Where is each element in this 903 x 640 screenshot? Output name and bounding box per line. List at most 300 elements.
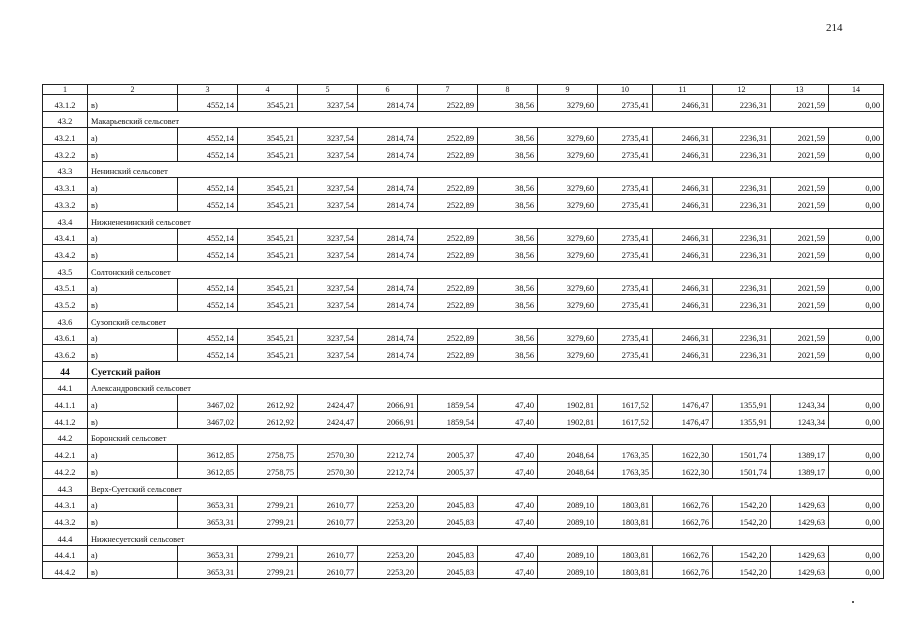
value-cell: 1355,91	[713, 412, 771, 429]
row-code: 44.1.2	[43, 412, 88, 429]
value-cell: 1803,81	[598, 562, 653, 579]
value-cell: 2799,21	[238, 512, 298, 529]
value-cell: 1501,74	[713, 445, 771, 462]
column-number-row	[43, 85, 884, 95]
value-cell: 3653,31	[178, 562, 238, 579]
value-cell: 2253,20	[358, 512, 418, 529]
row-subitem: а)	[88, 495, 178, 512]
value-cell: 1389,17	[771, 445, 829, 462]
column-header: 6	[358, 85, 418, 95]
value-cell: 3545,21	[238, 178, 298, 195]
table-row	[43, 462, 884, 479]
section-row	[43, 428, 884, 445]
table-row	[43, 295, 884, 312]
row-code: 43.6.1	[43, 328, 88, 345]
value-cell: 0,00	[829, 412, 884, 429]
value-cell: 3237,54	[298, 295, 358, 312]
value-cell: 2021,59	[771, 245, 829, 262]
value-cell: 47,40	[478, 512, 538, 529]
value-cell: 47,40	[478, 562, 538, 579]
value-cell: 2612,92	[238, 412, 298, 429]
row-code: 43.4	[43, 211, 88, 228]
row-code: 43.2.1	[43, 128, 88, 145]
value-cell: 2612,92	[238, 395, 298, 412]
row-code: 43.5	[43, 261, 88, 278]
value-cell: 0,00	[829, 328, 884, 345]
value-cell: 3545,21	[238, 228, 298, 245]
value-cell: 3612,85	[178, 445, 238, 462]
row-code: 43.2.2	[43, 145, 88, 162]
value-cell: 1429,63	[771, 495, 829, 512]
row-subitem: а)	[88, 178, 178, 195]
value-cell: 2021,59	[771, 328, 829, 345]
value-cell: 2066,91	[358, 412, 418, 429]
section-row	[43, 161, 884, 178]
scan-speck	[852, 601, 854, 603]
value-cell: 2466,31	[653, 245, 713, 262]
row-code: 43.5.1	[43, 278, 88, 295]
value-cell: 2021,59	[771, 278, 829, 295]
row-code: 44.1	[43, 378, 88, 395]
value-cell: 2253,20	[358, 495, 418, 512]
column-header: 7	[418, 85, 478, 95]
section-row	[43, 261, 884, 278]
value-cell: 2045,83	[418, 545, 478, 562]
value-cell: 3237,54	[298, 228, 358, 245]
value-cell: 38,56	[478, 228, 538, 245]
row-code: 44.3.1	[43, 495, 88, 512]
value-cell: 2089,10	[538, 562, 598, 579]
value-cell: 2735,41	[598, 345, 653, 362]
value-cell: 2610,77	[298, 495, 358, 512]
column-header: 11	[653, 85, 713, 95]
value-cell: 2236,31	[713, 228, 771, 245]
value-cell: 38,56	[478, 245, 538, 262]
value-cell: 2522,89	[418, 178, 478, 195]
settlement-name: Ненинский сельсовет	[88, 161, 884, 178]
value-cell: 4552,14	[178, 328, 238, 345]
value-cell: 3653,31	[178, 512, 238, 529]
district-name: Суетский район	[88, 362, 884, 379]
settlement-name: Солтонский сельсовет	[88, 261, 884, 278]
value-cell: 0,00	[829, 128, 884, 145]
page-number: 214	[826, 22, 843, 34]
value-cell: 2021,59	[771, 195, 829, 212]
row-code: 43.4.2	[43, 245, 88, 262]
value-cell: 1859,54	[418, 395, 478, 412]
row-subitem: а)	[88, 278, 178, 295]
value-cell: 2735,41	[598, 278, 653, 295]
table-row	[43, 178, 884, 195]
value-cell: 3237,54	[298, 345, 358, 362]
value-cell: 2735,41	[598, 295, 653, 312]
value-cell: 3237,54	[298, 278, 358, 295]
row-code: 44.2	[43, 428, 88, 445]
table-row	[43, 345, 884, 362]
value-cell: 2236,31	[713, 178, 771, 195]
value-cell: 2735,41	[598, 178, 653, 195]
value-cell: 1542,20	[713, 495, 771, 512]
column-header: 12	[713, 85, 771, 95]
section-row	[43, 311, 884, 328]
value-cell: 3279,60	[538, 328, 598, 345]
value-cell: 1763,35	[598, 462, 653, 479]
value-cell: 3612,85	[178, 462, 238, 479]
row-code: 43.6.2	[43, 345, 88, 362]
value-cell: 2522,89	[418, 145, 478, 162]
value-cell: 2048,64	[538, 462, 598, 479]
value-cell: 0,00	[829, 395, 884, 412]
row-subitem: а)	[88, 395, 178, 412]
value-cell: 4552,14	[178, 195, 238, 212]
value-cell: 2735,41	[598, 95, 653, 112]
value-cell: 2236,31	[713, 195, 771, 212]
value-cell: 2066,91	[358, 395, 418, 412]
value-cell: 1355,91	[713, 395, 771, 412]
value-cell: 2610,77	[298, 545, 358, 562]
value-cell: 38,56	[478, 195, 538, 212]
value-cell: 4552,14	[178, 145, 238, 162]
value-cell: 1429,63	[771, 545, 829, 562]
settlement-name: Нижнененинский сельсовет	[88, 211, 884, 228]
value-cell: 3545,21	[238, 295, 298, 312]
value-cell: 2735,41	[598, 145, 653, 162]
section-row	[43, 478, 884, 495]
value-cell: 3467,02	[178, 395, 238, 412]
row-code: 43.3	[43, 161, 88, 178]
value-cell: 2424,47	[298, 395, 358, 412]
value-cell: 1622,30	[653, 445, 713, 462]
row-subitem: а)	[88, 128, 178, 145]
value-cell: 3279,60	[538, 178, 598, 195]
value-cell: 2522,89	[418, 95, 478, 112]
value-cell: 0,00	[829, 178, 884, 195]
value-cell: 3279,60	[538, 345, 598, 362]
value-cell: 2466,31	[653, 128, 713, 145]
value-cell: 2570,30	[298, 445, 358, 462]
value-cell: 1617,52	[598, 395, 653, 412]
row-subitem: в)	[88, 562, 178, 579]
value-cell: 1542,20	[713, 562, 771, 579]
value-cell: 2814,74	[358, 328, 418, 345]
value-cell: 1429,63	[771, 562, 829, 579]
value-cell: 2735,41	[598, 195, 653, 212]
value-cell: 2089,10	[538, 545, 598, 562]
column-header: 14	[829, 85, 884, 95]
column-header: 1	[43, 85, 88, 95]
value-cell: 47,40	[478, 462, 538, 479]
section-row	[43, 378, 884, 395]
row-code: 44	[43, 362, 88, 379]
value-cell: 1501,74	[713, 462, 771, 479]
value-cell: 3237,54	[298, 245, 358, 262]
section-row	[43, 211, 884, 228]
row-code: 43.1.2	[43, 95, 88, 112]
value-cell: 3653,31	[178, 545, 238, 562]
column-header: 2	[88, 85, 178, 95]
value-cell: 1803,81	[598, 495, 653, 512]
value-cell: 3467,02	[178, 412, 238, 429]
row-subitem: в)	[88, 245, 178, 262]
value-cell: 2005,37	[418, 445, 478, 462]
table-row	[43, 328, 884, 345]
value-cell: 2045,83	[418, 495, 478, 512]
value-cell: 0,00	[829, 245, 884, 262]
value-cell: 2466,31	[653, 278, 713, 295]
table-row	[43, 95, 884, 112]
value-cell: 38,56	[478, 178, 538, 195]
value-cell: 47,40	[478, 495, 538, 512]
value-cell: 4552,14	[178, 128, 238, 145]
value-cell: 2212,74	[358, 462, 418, 479]
value-cell: 1243,34	[771, 395, 829, 412]
settlement-name: Верх-Суетский сельсовет	[88, 478, 884, 495]
column-header: 5	[298, 85, 358, 95]
value-cell: 3237,54	[298, 128, 358, 145]
value-cell: 2522,89	[418, 328, 478, 345]
row-code: 44.2.2	[43, 462, 88, 479]
value-cell: 2021,59	[771, 228, 829, 245]
table-row	[43, 545, 884, 562]
row-code: 43.2	[43, 111, 88, 128]
value-cell: 2236,31	[713, 345, 771, 362]
value-cell: 4552,14	[178, 295, 238, 312]
value-cell: 3237,54	[298, 195, 358, 212]
value-cell: 2814,74	[358, 295, 418, 312]
value-cell: 1662,76	[653, 545, 713, 562]
value-cell: 2758,75	[238, 445, 298, 462]
value-cell: 1803,81	[598, 512, 653, 529]
value-cell: 38,56	[478, 145, 538, 162]
row-subitem: а)	[88, 545, 178, 562]
value-cell: 1476,47	[653, 395, 713, 412]
table-row	[43, 278, 884, 295]
value-cell: 1542,20	[713, 545, 771, 562]
value-cell: 2814,74	[358, 278, 418, 295]
column-header: 8	[478, 85, 538, 95]
value-cell: 3279,60	[538, 195, 598, 212]
value-cell: 2570,30	[298, 462, 358, 479]
value-cell: 0,00	[829, 345, 884, 362]
district-row	[43, 362, 884, 379]
value-cell: 1902,81	[538, 412, 598, 429]
value-cell: 2466,31	[653, 345, 713, 362]
value-cell: 3279,60	[538, 245, 598, 262]
value-cell: 38,56	[478, 95, 538, 112]
value-cell: 2814,74	[358, 128, 418, 145]
value-cell: 3545,21	[238, 95, 298, 112]
value-cell: 38,56	[478, 328, 538, 345]
value-cell: 2814,74	[358, 95, 418, 112]
value-cell: 1662,76	[653, 512, 713, 529]
value-cell: 2814,74	[358, 245, 418, 262]
value-cell: 2021,59	[771, 145, 829, 162]
value-cell: 2735,41	[598, 245, 653, 262]
table-row	[43, 445, 884, 462]
value-cell: 3279,60	[538, 228, 598, 245]
row-subitem: в)	[88, 145, 178, 162]
column-header: 3	[178, 85, 238, 95]
value-cell: 2236,31	[713, 128, 771, 145]
value-cell: 2522,89	[418, 228, 478, 245]
value-cell: 3653,31	[178, 495, 238, 512]
row-subitem: в)	[88, 195, 178, 212]
value-cell: 3545,21	[238, 278, 298, 295]
value-cell: 4552,14	[178, 345, 238, 362]
value-cell: 3237,54	[298, 145, 358, 162]
value-cell: 1243,34	[771, 412, 829, 429]
row-code: 44.2.1	[43, 445, 88, 462]
value-cell: 2814,74	[358, 228, 418, 245]
value-cell: 2799,21	[238, 562, 298, 579]
value-cell: 2799,21	[238, 545, 298, 562]
row-code: 44.4.2	[43, 562, 88, 579]
value-cell: 2522,89	[418, 278, 478, 295]
value-cell: 2735,41	[598, 228, 653, 245]
value-cell: 0,00	[829, 278, 884, 295]
value-cell: 2814,74	[358, 195, 418, 212]
value-cell: 2045,83	[418, 562, 478, 579]
value-cell: 3279,60	[538, 278, 598, 295]
value-cell: 1617,52	[598, 412, 653, 429]
value-cell: 0,00	[829, 512, 884, 529]
value-cell: 0,00	[829, 445, 884, 462]
value-cell: 2610,77	[298, 512, 358, 529]
value-cell: 0,00	[829, 295, 884, 312]
value-cell: 3279,60	[538, 128, 598, 145]
value-cell: 2021,59	[771, 178, 829, 195]
table-row	[43, 495, 884, 512]
value-cell: 0,00	[829, 562, 884, 579]
value-cell: 1476,47	[653, 412, 713, 429]
value-cell: 3545,21	[238, 245, 298, 262]
value-cell: 2522,89	[418, 345, 478, 362]
value-cell: 3545,21	[238, 128, 298, 145]
table-row	[43, 512, 884, 529]
value-cell: 3279,60	[538, 145, 598, 162]
value-cell: 38,56	[478, 128, 538, 145]
value-cell: 4552,14	[178, 278, 238, 295]
value-cell: 0,00	[829, 228, 884, 245]
section-row	[43, 111, 884, 128]
settlement-name: Сузопский сельсовет	[88, 311, 884, 328]
table-row	[43, 395, 884, 412]
row-code: 44.4.1	[43, 545, 88, 562]
value-cell: 2814,74	[358, 345, 418, 362]
table-row	[43, 562, 884, 579]
value-cell: 2236,31	[713, 295, 771, 312]
value-cell: 1429,63	[771, 512, 829, 529]
value-cell: 2466,31	[653, 145, 713, 162]
table-row	[43, 195, 884, 212]
row-subitem: в)	[88, 462, 178, 479]
row-code: 43.5.2	[43, 295, 88, 312]
value-cell: 2814,74	[358, 178, 418, 195]
value-cell: 2814,74	[358, 145, 418, 162]
value-cell: 2522,89	[418, 245, 478, 262]
value-cell: 1763,35	[598, 445, 653, 462]
value-cell: 4552,14	[178, 228, 238, 245]
row-code: 43.3.1	[43, 178, 88, 195]
row-subitem: в)	[88, 95, 178, 112]
value-cell: 2735,41	[598, 128, 653, 145]
value-cell: 2021,59	[771, 128, 829, 145]
value-cell: 0,00	[829, 195, 884, 212]
value-cell: 2021,59	[771, 95, 829, 112]
value-cell: 1662,76	[653, 562, 713, 579]
row-code: 44.1.1	[43, 395, 88, 412]
value-cell: 4552,14	[178, 245, 238, 262]
value-cell: 3279,60	[538, 295, 598, 312]
row-subitem: в)	[88, 412, 178, 429]
value-cell: 2610,77	[298, 562, 358, 579]
value-cell: 0,00	[829, 545, 884, 562]
row-code: 43.6	[43, 311, 88, 328]
value-cell: 0,00	[829, 495, 884, 512]
value-cell: 4552,14	[178, 178, 238, 195]
value-cell: 2466,31	[653, 178, 713, 195]
row-subitem: в)	[88, 512, 178, 529]
value-cell: 2236,31	[713, 145, 771, 162]
value-cell: 2021,59	[771, 295, 829, 312]
tariff-table	[42, 84, 884, 579]
row-subitem: а)	[88, 328, 178, 345]
value-cell: 1622,30	[653, 462, 713, 479]
table-row	[43, 412, 884, 429]
value-cell: 3237,54	[298, 95, 358, 112]
value-cell: 2236,31	[713, 95, 771, 112]
row-code: 44.3	[43, 478, 88, 495]
value-cell: 2005,37	[418, 462, 478, 479]
value-cell: 4552,14	[178, 95, 238, 112]
value-cell: 2424,47	[298, 412, 358, 429]
value-cell: 2735,41	[598, 328, 653, 345]
value-cell: 47,40	[478, 545, 538, 562]
value-cell: 2522,89	[418, 195, 478, 212]
value-cell: 1542,20	[713, 512, 771, 529]
value-cell: 2236,31	[713, 245, 771, 262]
row-code: 43.4.1	[43, 228, 88, 245]
table-row	[43, 145, 884, 162]
value-cell: 2758,75	[238, 462, 298, 479]
value-cell: 1803,81	[598, 545, 653, 562]
value-cell: 3237,54	[298, 178, 358, 195]
section-row	[43, 528, 884, 545]
value-cell: 2021,59	[771, 345, 829, 362]
value-cell: 2089,10	[538, 512, 598, 529]
settlement-name: Александровский сельсовет	[88, 378, 884, 395]
row-code: 44.3.2	[43, 512, 88, 529]
value-cell: 2522,89	[418, 295, 478, 312]
value-cell: 0,00	[829, 462, 884, 479]
value-cell: 2253,20	[358, 562, 418, 579]
row-subitem: а)	[88, 445, 178, 462]
row-code: 43.3.2	[43, 195, 88, 212]
value-cell: 2466,31	[653, 95, 713, 112]
value-cell: 47,40	[478, 395, 538, 412]
table-body	[43, 85, 884, 579]
value-cell: 2466,31	[653, 195, 713, 212]
value-cell: 3545,21	[238, 145, 298, 162]
value-cell: 3545,21	[238, 345, 298, 362]
value-cell: 38,56	[478, 345, 538, 362]
column-header: 9	[538, 85, 598, 95]
settlement-name: Боронский сельсовет	[88, 428, 884, 445]
value-cell: 2048,64	[538, 445, 598, 462]
table-row	[43, 228, 884, 245]
value-cell: 47,40	[478, 445, 538, 462]
value-cell: 2236,31	[713, 328, 771, 345]
